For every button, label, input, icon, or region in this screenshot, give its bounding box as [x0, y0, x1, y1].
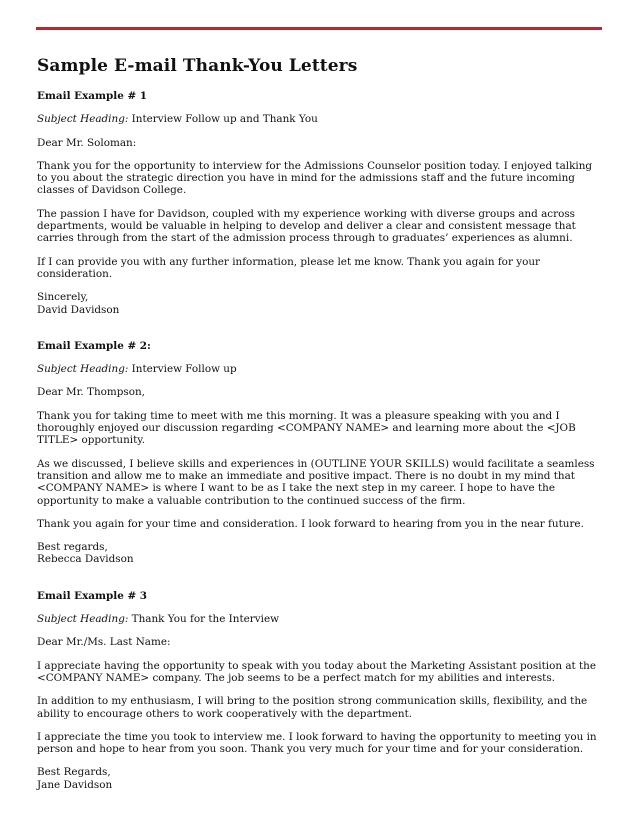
document-title: Sample E-mail Thank-You Letters — [37, 56, 358, 76]
subject-value: Interview Follow up and Thank You — [128, 113, 318, 126]
email-heading: Email Example # 3 — [37, 589, 147, 602]
closing: Best regards, — [37, 541, 108, 554]
subject-label: Subject Heading: — [37, 613, 129, 626]
body-paragraph: As we discussed, I believe skills and experiences in (OUTLINE YOUR SKILLS) would facilitate a seamless transition and allow me to make an immediate and positive impact. There is no doubt in my mind that <COMPANY NAME> is where I want to be as I take the next step in my career. I hope to have the opportunity to make a valuable contribution to the continued success of the firm. — [37, 457, 595, 507]
body-paragraph: Thank you again for your time and consideration. I look forward to hearing from you in the near future. — [37, 517, 584, 530]
closing: Sincerely, — [37, 291, 89, 304]
body-paragraph: Thank you for taking time to meet with me this morning. It was a pleasure speaking with you and I thoroughly enjoyed our discussion regarding <COMPANY NAME> and learning more about the <JOB TITLE> opportunity. — [37, 409, 576, 447]
subject-value: Thank You for the Interview — [128, 613, 279, 626]
salutation: Dear Mr. Thompson, — [37, 386, 145, 399]
header-rule — [36, 27, 602, 30]
body-paragraph: In addition to my enthusiasm, I will bring to the position strong communication skills, flexibility, and the ability to encourage others to work cooperatively with the department. — [37, 695, 588, 720]
body-paragraph: I appreciate having the opportunity to speak with you today about the Marketing Assistant position at the <COMPANY NAME> company. The job seems to be a perfect match for my abilities and interests. — [37, 659, 597, 684]
closing: Best Regards, — [37, 766, 111, 779]
email-example-2 — [37, 340, 603, 566]
email-heading: Email Example # 2: — [37, 339, 151, 352]
subject-label: Subject Heading: — [37, 113, 129, 126]
email-example-3 — [37, 590, 603, 791]
email-heading: Email Example # 1 — [37, 90, 147, 102]
signature: Rebecca Davidson — [37, 553, 134, 566]
signature: David Davidson — [37, 303, 120, 316]
salutation: Dear Mr./Ms. Last Name: — [37, 636, 171, 649]
body-paragraph: If I can provide you with any further information, please let me know. Thank you again for your consideration. — [37, 255, 540, 280]
body-paragraph: I appreciate the time you took to interview me. I look forward to having the opportunity to meeting you in person and hope to hear from you soon. Thank you very much for your time and for your consideration. — [37, 730, 597, 756]
subject-line — [37, 363, 603, 375]
document-body — [37, 55, 603, 791]
subject-line — [37, 613, 603, 625]
salutation: Dear Mr. Soloman: — [37, 136, 137, 149]
subject-value: Interview Follow up — [128, 363, 237, 376]
body-paragraph: The passion I have for Davidson, coupled with my experience working with diverse groups and across departments, would be valuable in helping to develop and deliver a clear and consistent message that carries through from the start of the admission process through to graduates’ experiences as alumni. — [37, 207, 576, 245]
signature: Jane Davidson — [37, 778, 113, 791]
subject-line — [37, 113, 603, 125]
body-paragraph: Thank you for the opportunity to interview for the Admissions Counselor position today. I enjoyed talking to you about the strategic direction you have in mind for the admissions staff and the future incoming classes of Davidson College. — [37, 159, 593, 197]
subject-label: Subject Heading: — [37, 363, 129, 376]
email-example-1 — [37, 90, 603, 316]
